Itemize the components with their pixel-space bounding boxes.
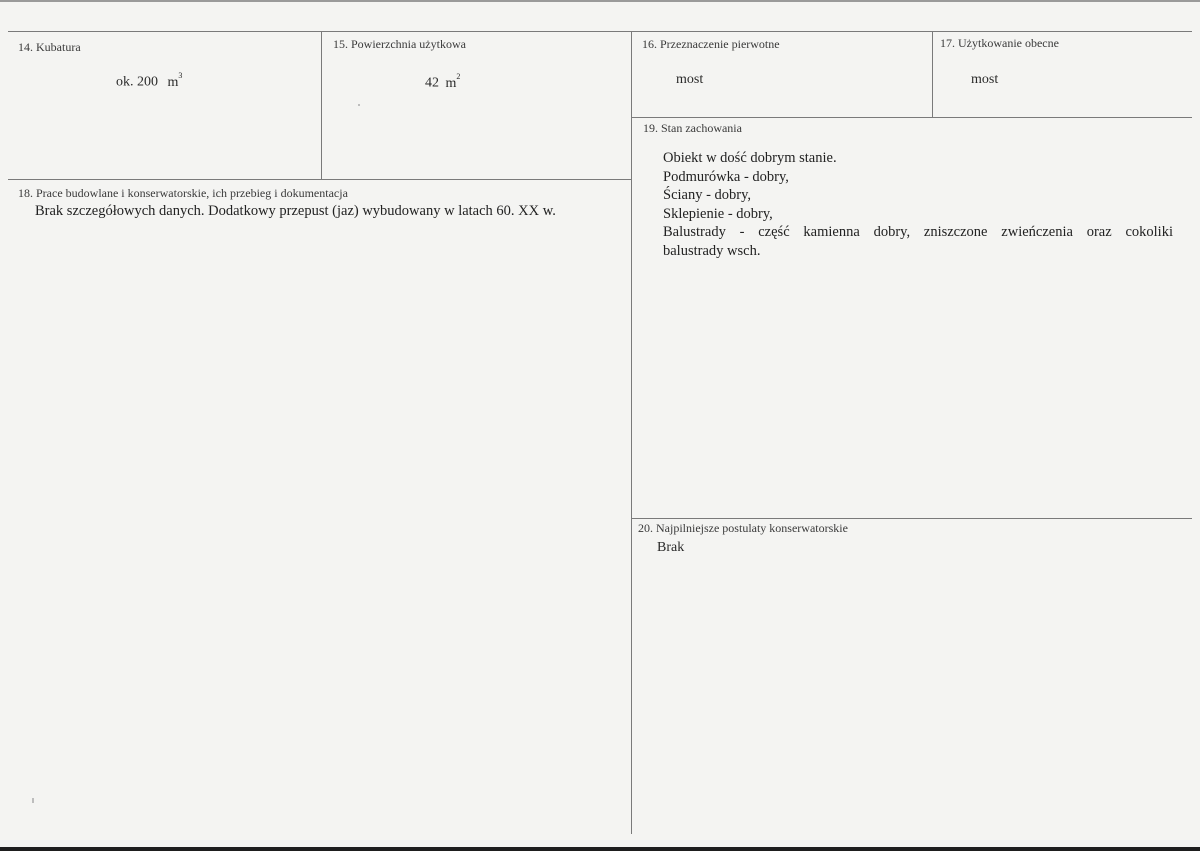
field-19-line-4: Sklepienie - dobry,: [663, 205, 773, 222]
scan-speck: [358, 104, 360, 106]
field-19-line-5: Balustrady - część kamienna dobry, zniszczone zwieńczenia oraz cokoliki: [663, 224, 1173, 240]
row-divider-14-18: [8, 179, 631, 180]
col-divider-main: [631, 31, 632, 834]
field-18-value: Brak szczegółowych danych. Dodatkowy przepust (jaz) wybudowany w latach 60. XX w.: [35, 203, 556, 219]
row-top-border: [8, 31, 1192, 32]
page-bottom-edge: [0, 847, 1200, 851]
field-19-line-2: Podmurówka - dobry,: [663, 168, 789, 185]
field-19-line-1: Obiekt w dość dobrym stanie.: [663, 150, 837, 166]
row-divider-16-19: [631, 117, 1192, 118]
field-16-value: most: [676, 72, 704, 87]
scan-speck: [32, 798, 34, 803]
field-15-number: 42: [425, 75, 439, 91]
field-19-label: 19. Stan zachowania: [643, 121, 742, 135]
field-18-label: 18. Prace budowlane i konserwatorskie, ich przebieg i dokumentacja: [18, 186, 348, 200]
field-15-unit: $m^2$: [445, 72, 461, 91]
field-16-label: 16. Przeznaczenie pierwotne: [642, 37, 780, 51]
row-divider-19-20: [631, 518, 1192, 519]
field-19-line-3: Ściany - dobry,: [663, 187, 752, 203]
field-17-label: 17. Użytkowanie obecne: [940, 36, 1059, 50]
page-top-edge: [0, 0, 1200, 2]
field-19-text: [663, 149, 1173, 260]
field-19-line-6: balustrady wsch.: [663, 242, 761, 259]
field-15-value: [425, 74, 460, 92]
col-divider-16-17: [932, 31, 933, 117]
field-14-number: ok. 200: [116, 74, 158, 90]
col-divider-14-15: [321, 31, 322, 179]
field-20-value: Brak: [657, 540, 685, 555]
field-14-label: 14. Kubatura: [18, 40, 81, 54]
field-20-label: 20. Najpilniejsze postulaty konserwatorskie: [638, 521, 848, 535]
field-15-label: 15. Powierzchnia użytkowa: [333, 37, 466, 51]
field-14-unit: $m^3$: [167, 71, 183, 90]
field-14-value: [116, 73, 182, 91]
field-17-value: most: [971, 72, 999, 87]
